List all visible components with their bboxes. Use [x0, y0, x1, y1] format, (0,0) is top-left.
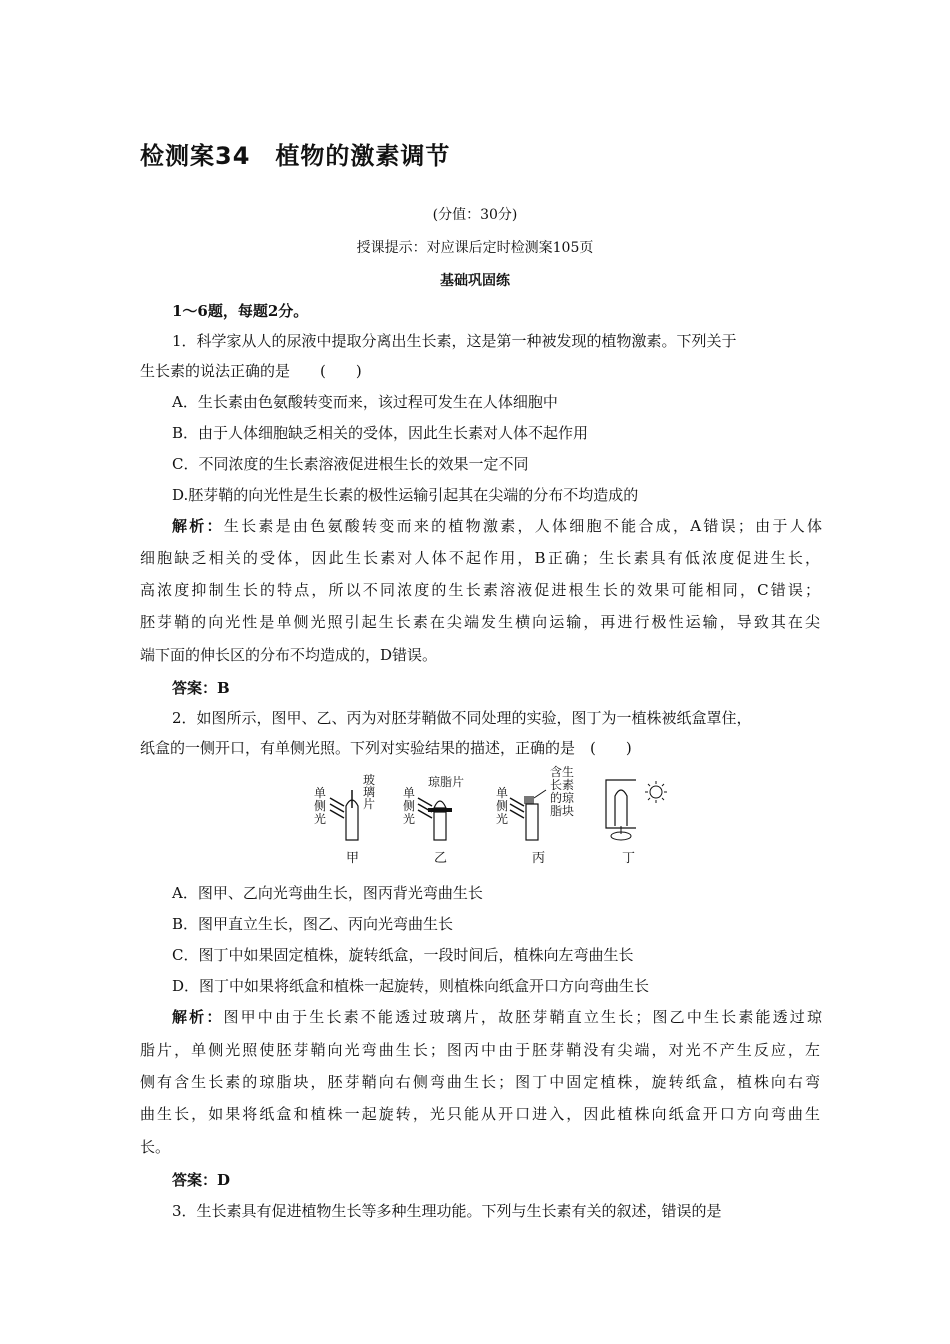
q1-analysis-line1 — [172, 515, 822, 536]
light-char: 光 — [314, 812, 327, 826]
q1-stem-line2: 生长素的说法正确的是 ( ) — [140, 362, 362, 380]
label-ding: 丁 — [622, 851, 636, 866]
question-range-note: 1～6题，每题2分。 — [172, 302, 309, 320]
q1-option-b: B．由于人体细胞缺乏相关的受体，因此生长素对人体不起作用 — [172, 424, 589, 442]
coleoptile-tip-yi — [434, 801, 446, 808]
figure-jia — [314, 772, 375, 866]
paper-box — [606, 780, 636, 828]
q1-option-a: A．生长素由色氨酸转变而来，该过程可发生在人体细胞中 — [172, 393, 558, 411]
q1-option-d: D.胚芽鞘的向光性是生长素的极性运输引起其在尖端的分布不均造成的 — [172, 486, 639, 504]
light-label-jia — [314, 786, 330, 826]
light-arrows-jia — [330, 798, 344, 818]
label-jia: 甲 — [346, 851, 360, 866]
q2-option-d: D．图丁中如果将纸盒和植株一起旋转，则植株向纸盒开口方向弯曲生长 — [172, 977, 650, 995]
section-heading: 基础巩固练 — [440, 273, 510, 289]
q2-stem-line1: 2．如图所示，图甲、乙、丙为对胚芽鞘做不同处理的实验，图丁为一植株被纸盒罩住， — [172, 709, 752, 727]
agar-block-label: 含生长素的琼脂块 — [550, 765, 575, 818]
label-bing: 丙 — [532, 851, 546, 866]
q2-analysis-text1: 图甲中由于生长素不能透过玻璃片，故胚芽鞘直立生长；图乙中生长素能透过琼 — [223, 1008, 822, 1026]
light-arrows-bing — [510, 798, 524, 818]
score-note: (分值：30分) — [432, 207, 518, 223]
q1-analysis-line2: 细胞缺乏相关的受体，因此生长素对人体不起作用，B正确；生长素具有低浓度促进生长， — [140, 549, 820, 567]
light-label-bing: 单侧光 — [496, 786, 509, 826]
q2-analysis-line5: 长。 — [140, 1138, 171, 1156]
sun-icon — [645, 781, 667, 803]
q2-option-b: B．图甲直立生长，图乙、丙向光弯曲生长 — [172, 915, 454, 933]
q2-analysis-line2: 脂片，单侧光照使胚芽鞘向光弯曲生长；图丙中由于胚芽鞘没有尖端，对光不产生反应，左 — [140, 1041, 820, 1059]
decapitated-coleoptile — [526, 804, 538, 840]
q1-stem-line1: 1．科学家从人的尿液中提取分离出生长素，这是第一种被发现的植物激素。下列关于 — [172, 332, 737, 350]
light-label-yi: 单侧光 — [403, 786, 416, 826]
q1-answer: 答案：B — [172, 679, 230, 697]
light-char: 单 — [314, 786, 327, 800]
q2-option-c: C．图丁中如果固定植株，旋转纸盒，一段时间后，植株向左弯曲生长 — [172, 946, 634, 964]
q2-analysis-label: 解析： — [172, 1008, 224, 1026]
teaching-hint: 授课提示：对应课后定时检测案105页 — [356, 240, 594, 256]
q2-analysis-line3: 侧有含生长素的琼脂块，胚芽鞘向右侧弯曲生长；图丁中固定植株，旋转纸盒，植株向右弯 — [140, 1073, 820, 1091]
figure-yi — [403, 774, 464, 866]
q2-analysis-line1 — [172, 1006, 822, 1027]
glass-label: 玻璃片 — [363, 773, 376, 811]
figure-ding — [606, 780, 667, 866]
q2-option-a: A．图甲、乙向光弯曲生长，图丙背光弯曲生长 — [172, 884, 483, 902]
label-yi: 乙 — [434, 851, 448, 866]
q1-analysis-label: 解析： — [172, 517, 224, 535]
q1-analysis-line5: 端下面的伸长区的分布不均造成的，D错误。 — [140, 646, 438, 664]
page-title: 检测案34 植物的激素调节 — [140, 142, 451, 170]
q1-analysis-line3: 高浓度抑制生长的特点，所以不同浓度的生长素溶液促进根生长的效果可能相同，C错误； — [140, 581, 820, 599]
q2-analysis-line4: 曲生长，如果将纸盒和植株一起旋转，光只能从开口进入，因此植株向纸盒开口方向弯曲生 — [140, 1105, 820, 1123]
q2-stem-line2: 纸盒的一侧开口，有单侧光照。下列对实验结果的描述，正确的是 ( ) — [140, 739, 632, 757]
q1-option-c: C．不同浓度的生长素溶液促进根生长的效果一定不同 — [172, 455, 529, 473]
pointer-line — [534, 790, 546, 798]
agar-block — [524, 796, 534, 804]
coleoptile-base-yi — [434, 812, 446, 840]
plant-ding — [615, 790, 627, 826]
q1-analysis-text1: 生长素是由色氨酸转变而来的植物激素，人体细胞不能合成，A错误；由于人体 — [223, 517, 822, 535]
q1-analysis-line4: 胚芽鞘的向光性是单侧光照引起生长素在尖端发生横向运输，再进行极性运输，导致其在尖 — [140, 613, 820, 631]
agar-label: 琼脂片 — [428, 775, 465, 789]
experiment-figure — [300, 762, 700, 872]
figure-bing — [496, 764, 575, 866]
q3-stem-line1: 3．生长素具有促进植物生长等多种生理功能。下列与生长素有关的叙述，错误的是 — [172, 1202, 722, 1220]
q2-answer: 答案：D — [172, 1171, 231, 1189]
light-char: 侧 — [314, 799, 327, 813]
